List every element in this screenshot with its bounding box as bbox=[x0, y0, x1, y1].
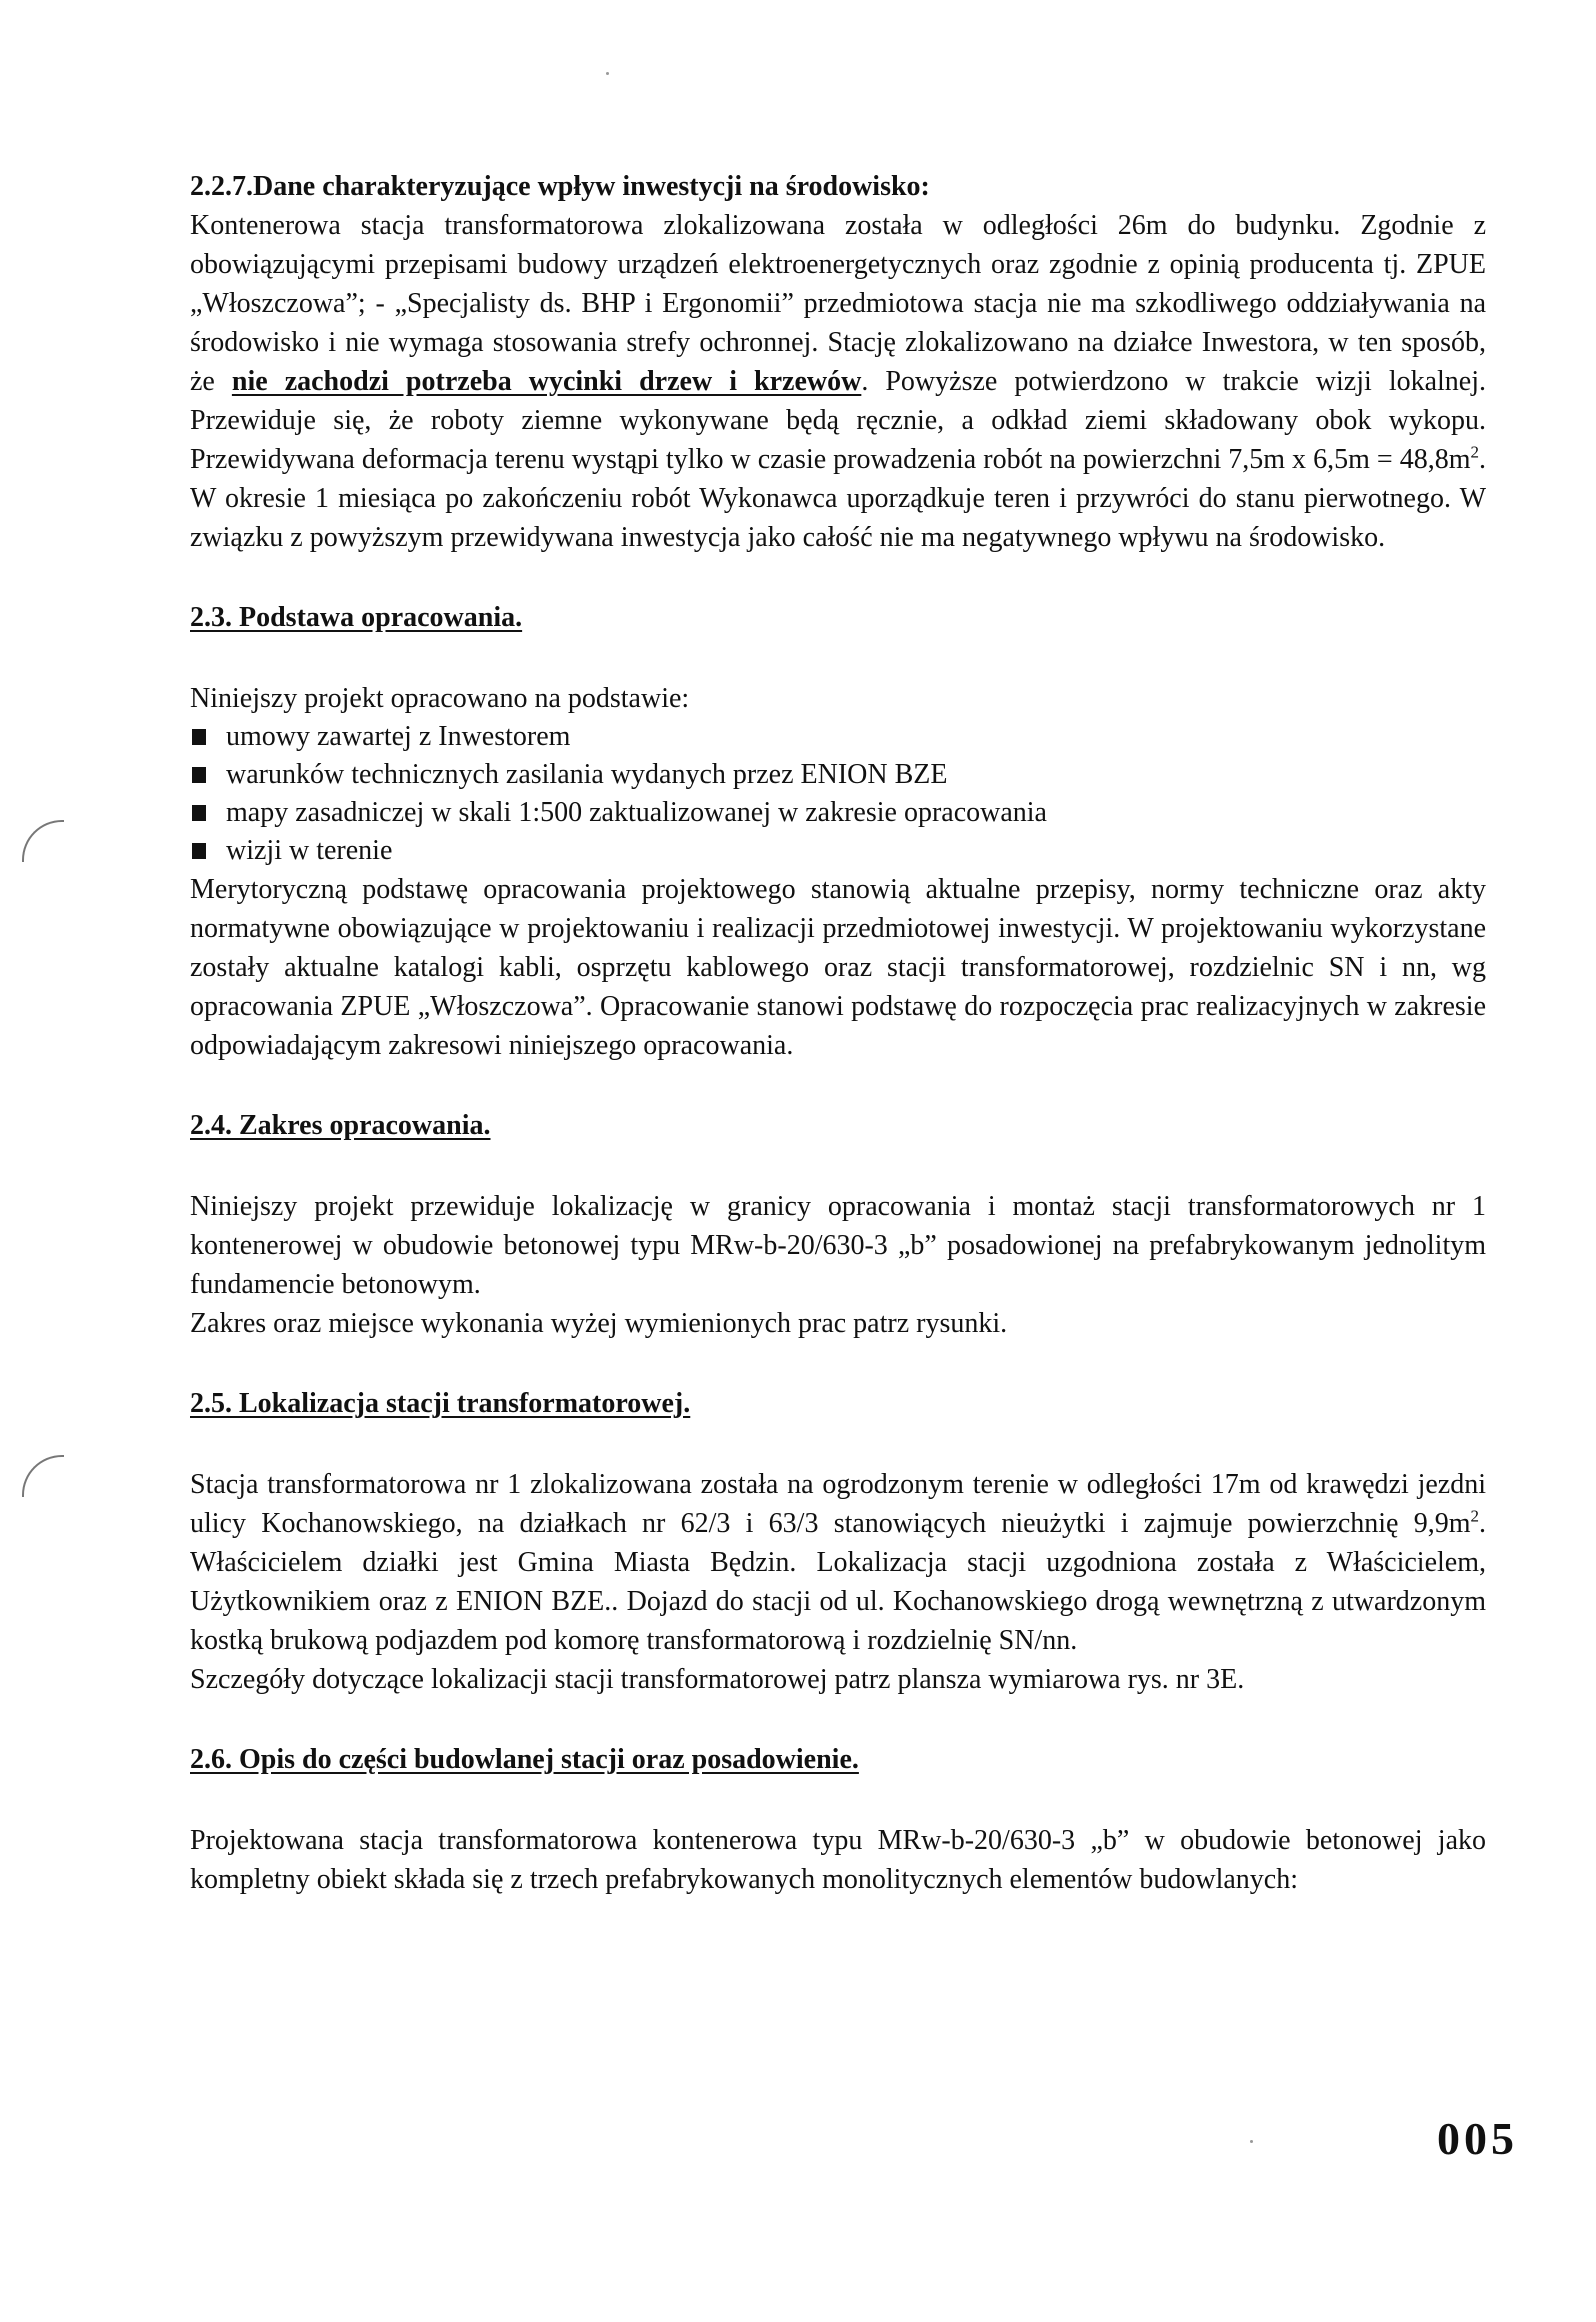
page-number: 005 bbox=[1437, 2113, 1518, 2164]
text-run: . W okresie 1 miesiąca po zakończeniu robót Wykonawca uporządkuje teren i przywróci do stanu pierwotnego. W związku z powyższym przewidywana inwestycja jako całość nie ma negatywnego wpływu na środowisko. bbox=[190, 444, 1486, 553]
paragraph: Projektowana stacja transformatorowa kontenerowa typu MRw-b-20/630-3 „b” w obudowie betonowej jako kompletny obiekt składa się z trzech prefabrykowanych monolitycznych elementów budowlanych: bbox=[190, 1825, 1486, 1895]
document-page bbox=[190, 168, 1486, 1899]
square-bullet-icon bbox=[192, 843, 206, 859]
square-bullet-icon bbox=[192, 729, 206, 745]
punch-hole-mark bbox=[22, 820, 64, 862]
section-heading: 2.2.7.Dane charakteryzujące wpływ inwestycji na środowisko: bbox=[190, 171, 930, 202]
bullet-list bbox=[190, 718, 1486, 870]
paragraph: Niniejszy projekt przewiduje lokalizację w granicy opracowania i montaż stacji transformatorowych nr 1 kontenerowej w obudowie betonowej typu MRw-b-20/630-3 „b” posadowionej na prefabrykowanym jednolitym fundamencie betonowym. bbox=[190, 1191, 1486, 1300]
paragraph: Niniejszy projekt opracowano na podstawie: bbox=[190, 683, 690, 714]
paragraph bbox=[190, 1465, 1486, 1660]
superscript: 2 bbox=[1470, 442, 1479, 462]
list-item: mapy zasadniczej w skali 1:500 zaktualizowanej w zakresie opracowania bbox=[190, 794, 1486, 832]
paragraph: Merytoryczną podstawę opracowania projektowego stanowią aktualne przepisy, normy techniczne oraz akty normatywne obowiązujące w projektowaniu i realizacji przedmiotowej inwestycji. W projektowaniu wykorzystane zostały aktualne katalogi kabli, osprzętu kablowego oraz stacji transformatorowej, rozdzielnic SN i nn, wg opracowania ZPUE „Włoszczowa”. Opracowanie stanowi podstawę do rozpoczęcia prac realizacyjnych w zakresie odpowiadającym zakresowi niniejszego opracowania. bbox=[190, 874, 1486, 1061]
paragraph: Szczegóły dotyczące lokalizacji stacji transformatorowej patrz plansza wymiarowa rys. nr 3E. bbox=[190, 1664, 1245, 1695]
punch-hole-mark bbox=[22, 1455, 64, 1497]
superscript: 2 bbox=[1470, 1506, 1479, 1526]
list-item: wizji w terenie bbox=[190, 832, 1486, 870]
list-item: warunków technicznych zasilania wydanych przez ENION BZE bbox=[190, 756, 1486, 794]
text-run: . Powyższe potwierdzono w trakcie wizji lokalnej. Przewiduje się, że roboty ziemne wykonywane będą ręcznie, a odkład ziemi składowany obok wykopu. Przewidywana deformacja terenu wystąpi tylko w czasie prowadzenia robót na powierzchni 7,5m x 6,5m = 48,8m bbox=[190, 366, 1487, 475]
section-2-3 bbox=[190, 599, 1486, 1065]
section-2-6 bbox=[190, 1741, 1486, 1899]
section-heading: 2.5. Lokalizacja stacji transformatorowej. bbox=[190, 1388, 691, 1419]
section-2-2-7 bbox=[190, 168, 1486, 557]
square-bullet-icon bbox=[192, 805, 206, 821]
section-heading: 2.3. Podstawa opracowania. bbox=[190, 602, 523, 633]
scan-speck bbox=[1250, 2140, 1253, 2143]
emphasis-text: nie zachodzi potrzeba wycinki drzew i krzewów bbox=[231, 366, 862, 397]
text-run: Kontenerowa stacja transformatorowa zlokalizowana została w odległości 26m do budynku. Zgodnie z obowiązującymi przepisami budowy urządzeń elektroenergetycznych oraz zgodnie z opinią producenta tj. ZPUE „Włoszczowa”; - „Specjalisty ds. BHP i Ergonomii” przedmiotowa stacja nie ma szkodliwego oddziaływania na środowisko i nie wymaga stosowania strefy ochronnej. Stację zlokalizowano na działce Inwestora, w ten sposób, że bbox=[190, 210, 1486, 397]
paragraph bbox=[190, 206, 1486, 557]
paragraph: Zakres oraz miejsce wykonania wyżej wymienionych prac patrz rysunki. bbox=[190, 1308, 1008, 1339]
list-item: umowy zawartej z Inwestorem bbox=[190, 718, 1486, 756]
section-2-5 bbox=[190, 1385, 1486, 1699]
section-2-4 bbox=[190, 1107, 1486, 1343]
text-run: . Właścicielem działki jest Gmina Miasta Będzin. Lokalizacja stacji uzgodniona została z Właścicielem, Użytkownikiem oraz z ENION BZE.. Dojazd do stacji od ul. Kochanowskiego drogą wewnętrzną z utwardzonym kostką brukową podjazdem pod komorę transformatorową i rozdzielnię SN/nn. bbox=[190, 1508, 1486, 1656]
section-heading: 2.6. Opis do części budowlanej stacji oraz posadowienie. bbox=[190, 1744, 859, 1775]
text-run: Stacja transformatorowa nr 1 zlokalizowana została na ogrodzonym terenie w odległości 17m od krawędzi jezdni ulicy Kochanowskiego, na działkach nr 62/3 i 63/3 stanowiących nieużytki i zajmuje powierzchnię 9,9m bbox=[190, 1469, 1486, 1539]
square-bullet-icon bbox=[192, 767, 206, 783]
scan-speck bbox=[606, 72, 609, 75]
section-heading: 2.4. Zakres opracowania. bbox=[190, 1110, 491, 1141]
